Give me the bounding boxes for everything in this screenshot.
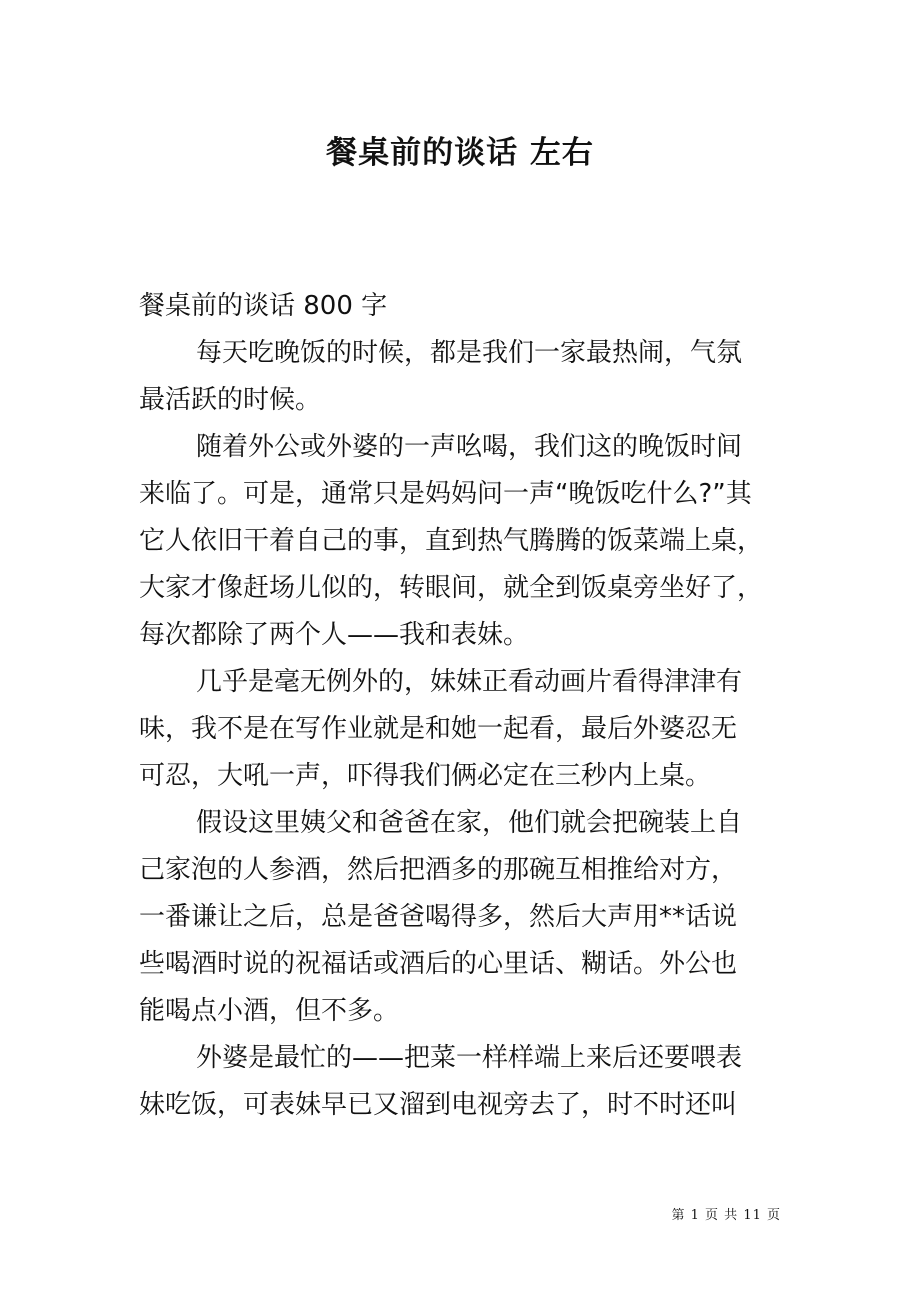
- body-line: 每天吃晚饭的时候，都是我们一家最热闹，气氛: [196, 338, 743, 368]
- body-line: 餐桌前的谈话 800 字: [139, 291, 388, 321]
- body-line: 能喝点小酒，但不多。: [139, 996, 400, 1026]
- body-line: 最活跃的时候。: [139, 385, 322, 415]
- body-line: 己家泡的人参酒，然后把酒多的那碗互相推给对方，: [139, 855, 738, 885]
- document-body: [139, 283, 789, 1129]
- body-line: 假设这里姨父和爸爸在家，他们就会把碗装上自: [196, 808, 743, 838]
- page-number-footer: 第 1 页 共 11 页: [671, 1208, 781, 1223]
- body-line: 些喝酒时说的祝福话或酒后的心里话、糊话。外公也: [139, 949, 738, 979]
- body-line: 外婆是最忙的——把菜一样样端上来后还要喂表: [196, 1043, 743, 1073]
- body-line: 味，我不是在写作业就是和她一起看，最后外婆忍无: [139, 714, 738, 744]
- document-title: 餐桌前的谈话 左右: [326, 135, 594, 171]
- body-line: 它人依旧干着自己的事，直到热气腾腾的饭菜端上桌，: [139, 526, 764, 556]
- body-line: 几乎是毫无例外的，妹妹正看动画片看得津津有: [196, 667, 743, 697]
- body-line: 随着外公或外婆的一声吆喝，我们这的晚饭时间: [196, 432, 743, 462]
- body-line: 可忍，大吼一声，吓得我们俩必定在三秒内上桌。: [139, 761, 712, 791]
- body-line: 每次都除了两个人——我和表妹。: [139, 620, 530, 650]
- body-line: 一番谦让之后，总是爸爸喝得多，然后大声用**话说: [139, 902, 738, 932]
- body-line: 来临了。可是，通常只是妈妈问一声“晚饭吃什么?”其: [139, 479, 752, 509]
- body-line: 妹吃饭，可表妹早已又溜到电视旁去了，时不时还叫: [139, 1090, 738, 1120]
- body-line: 大家才像赶场儿似的，转眼间，就全到饭桌旁坐好了，: [139, 573, 764, 603]
